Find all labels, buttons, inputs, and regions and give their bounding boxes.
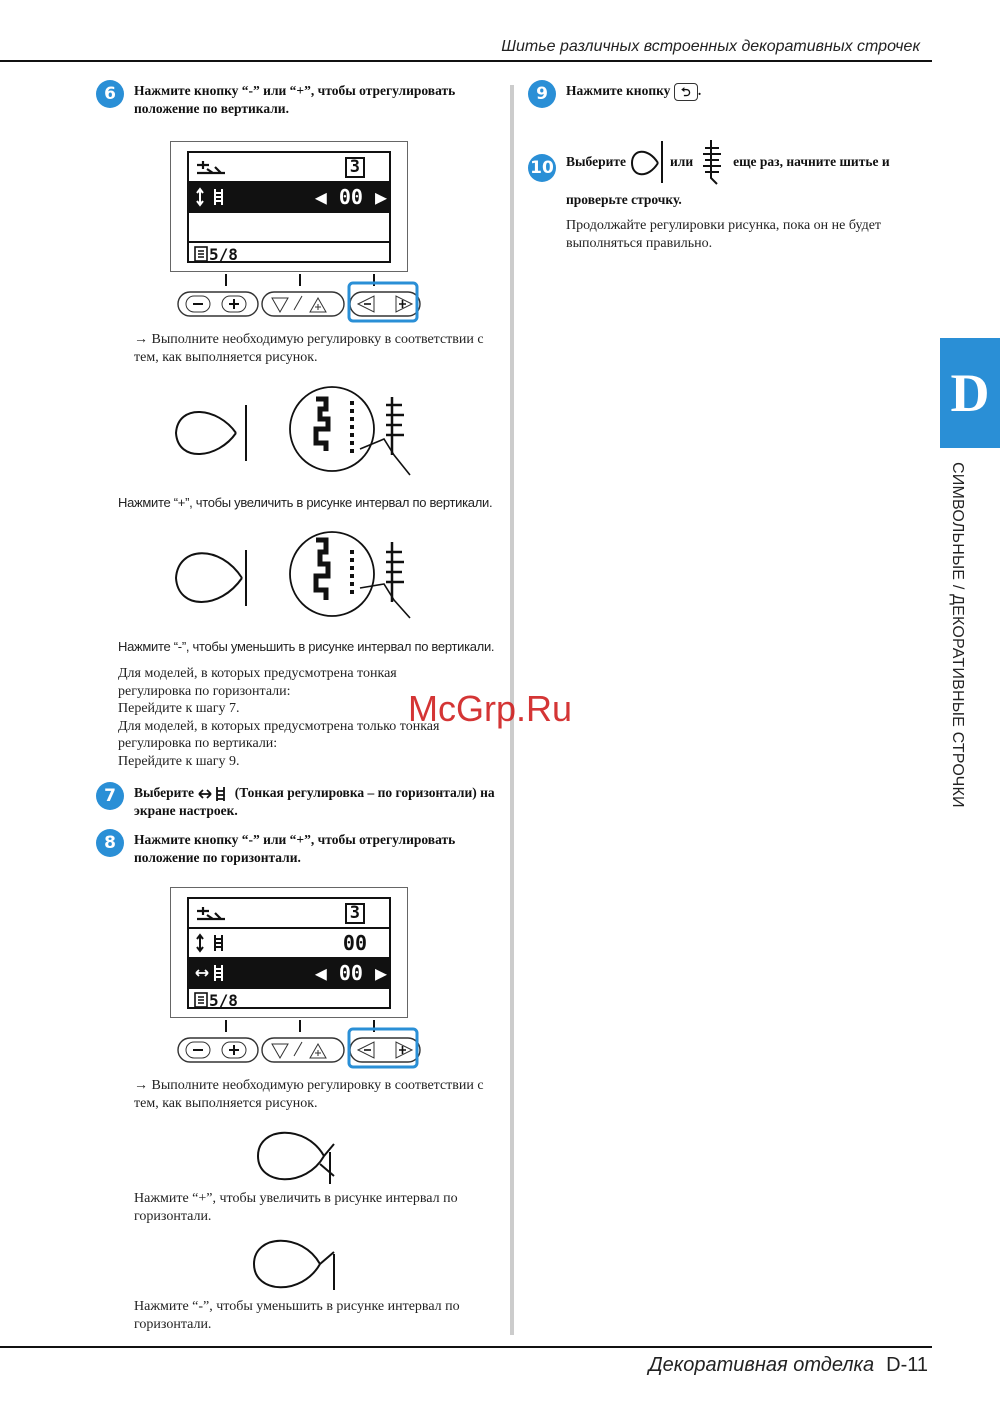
caption-plus-vertical: Нажмите “+”, чтобы увеличить в рисунке интервал по вертикали. [118, 495, 493, 510]
horizontal-adjust-icon [197, 786, 231, 802]
models-line-2: регулировка по горизонтали: [118, 683, 291, 699]
step-6-note: → Выполните необходимую регулировку в соответствии с тем, как выполняется рисунок. [134, 332, 484, 365]
step-10-line-1 [566, 138, 926, 186]
stitch-illustration-plus-vertical [170, 385, 420, 483]
step-8-text: Нажмите кнопку “-” или “+”, чтобы отрегулировать положение по горизонтали. [134, 832, 456, 865]
step-7-text-a: Выберите [134, 785, 195, 800]
control-buttons-2 [176, 1018, 426, 1070]
models-line-3: Перейдите к шагу 7. [118, 701, 240, 716]
fine-adjust-buttons[interactable] [349, 283, 420, 321]
step-7-badge: 7 [96, 782, 124, 810]
header-rule [0, 60, 932, 62]
caption-plus-horizontal: Нажмите “+”, чтобы увеличить в рисунке интервал по горизонтали. [134, 1191, 458, 1224]
stitch-illustration-minus-vertical [170, 530, 420, 628]
page-footer [649, 1354, 928, 1377]
footer-rule [0, 1346, 932, 1348]
step-7-text-b: (Тонкая регулировка – по горизонтали) на экране настроек. [134, 785, 495, 818]
step-10-line-2: проверьте строчку. [566, 192, 682, 207]
length-buttons[interactable] [262, 292, 344, 316]
stitch-loop-icon [628, 139, 668, 185]
vertical-adjust-icon [195, 187, 229, 207]
models-line-4: Для моделей, в которых предусмотрена только тонкая [118, 718, 440, 734]
step-8-badge: 8 [96, 829, 124, 857]
lcd2-row-width [189, 899, 389, 929]
page-icon [193, 992, 209, 1008]
lcd-screen [187, 151, 391, 263]
presser-foot-icon [195, 157, 227, 177]
step-10-badge: 10 [528, 154, 556, 182]
fine-adjust-buttons[interactable] [349, 1029, 420, 1067]
stitch-decorative-icon [697, 138, 729, 186]
lcd-row-width [189, 153, 389, 183]
lcd-panel-vertical [170, 141, 408, 272]
step-6-text: Нажмите кнопку “-” или “+”, чтобы отрегулировать положение по вертикали. [134, 83, 456, 116]
length-buttons[interactable] [262, 1038, 344, 1062]
lcd-screen-2 [187, 897, 391, 1009]
step-9-label: Нажмите кнопку [566, 83, 671, 98]
step-9-text: Нажмите кнопку ⮌ . [566, 83, 702, 99]
lcd-row-empty [189, 213, 389, 243]
vertical-adjust-icon [195, 933, 229, 953]
watermark: McGrp.Ru [408, 688, 573, 729]
width-buttons[interactable] [178, 292, 258, 316]
presser-foot-icon [195, 903, 227, 923]
page-icon [193, 246, 209, 262]
lcd2-value-vertical: 00 [342, 931, 367, 955]
lcd2-row-horizontal [189, 959, 389, 989]
lcd-row-vertical-adjust [189, 183, 389, 213]
page-number: D-11 [886, 1354, 928, 1376]
lcd2-page-indicator [189, 989, 389, 1011]
footer-title: Декоративная отделка [648, 1354, 875, 1376]
back-key-icon: ⮌ [674, 83, 698, 101]
models-line-5: регулировка по вертикали: [118, 736, 278, 751]
running-header: Шитье различных встроенных декоративных строчек [501, 38, 920, 55]
caption-minus-horizontal: Нажмите “-”, чтобы уменьшить в рисунке интервал по горизонтали. [134, 1299, 460, 1332]
lcd2-value-horizontal: ◀ 00 ▶ [314, 961, 387, 985]
caption-minus-vertical: Нажмите “-”, чтобы уменьшить в рисунке интервал по вертикали. [118, 639, 495, 654]
control-buttons-1 [176, 272, 426, 324]
step-10-text-a: Выберите [566, 154, 627, 169]
lcd-page-number: 5/8 [209, 244, 238, 264]
step-9-badge: 9 [528, 80, 556, 108]
step-10-or: или [670, 154, 694, 169]
width-buttons[interactable] [178, 1038, 258, 1062]
lcd2-row-vertical [189, 929, 389, 959]
step-7-text [134, 784, 504, 820]
step-8-note: → Выполните необходимую регулировку в соответствии с тем, как выполняется рисунок. [134, 1078, 484, 1111]
models-line-6: Перейдите к шагу 9. [118, 753, 240, 769]
chapter-label: СИМВОЛЬНЫЕ / ДЕКОРАТИВНЫЕ СТРОЧКИ [949, 462, 966, 808]
chapter-tab: D [940, 338, 1000, 448]
step-10-body: Продолжайте регулировки рисунка, пока он не будет выполняться правильно. [566, 218, 882, 251]
lcd2-value-3: 3 [345, 903, 365, 924]
step-10-text-b: еще раз, начните шитье и [733, 154, 890, 169]
lcd-value-3: 3 [345, 157, 365, 178]
stitch-illustration-plus-horizontal [254, 1126, 344, 1188]
lcd-page-indicator [189, 243, 389, 265]
models-line-1: Для моделей, в которых предусмотрена тонкая [118, 666, 397, 681]
lcd2-page-number: 5/8 [209, 990, 238, 1010]
stitch-illustration-minus-horizontal [250, 1234, 345, 1296]
step-6-badge: 6 [96, 80, 124, 108]
horizontal-adjust-icon [195, 963, 229, 983]
lcd-panel-horizontal [170, 887, 408, 1018]
lcd-value-vertical: ◀ 00 ▶ [314, 185, 387, 209]
